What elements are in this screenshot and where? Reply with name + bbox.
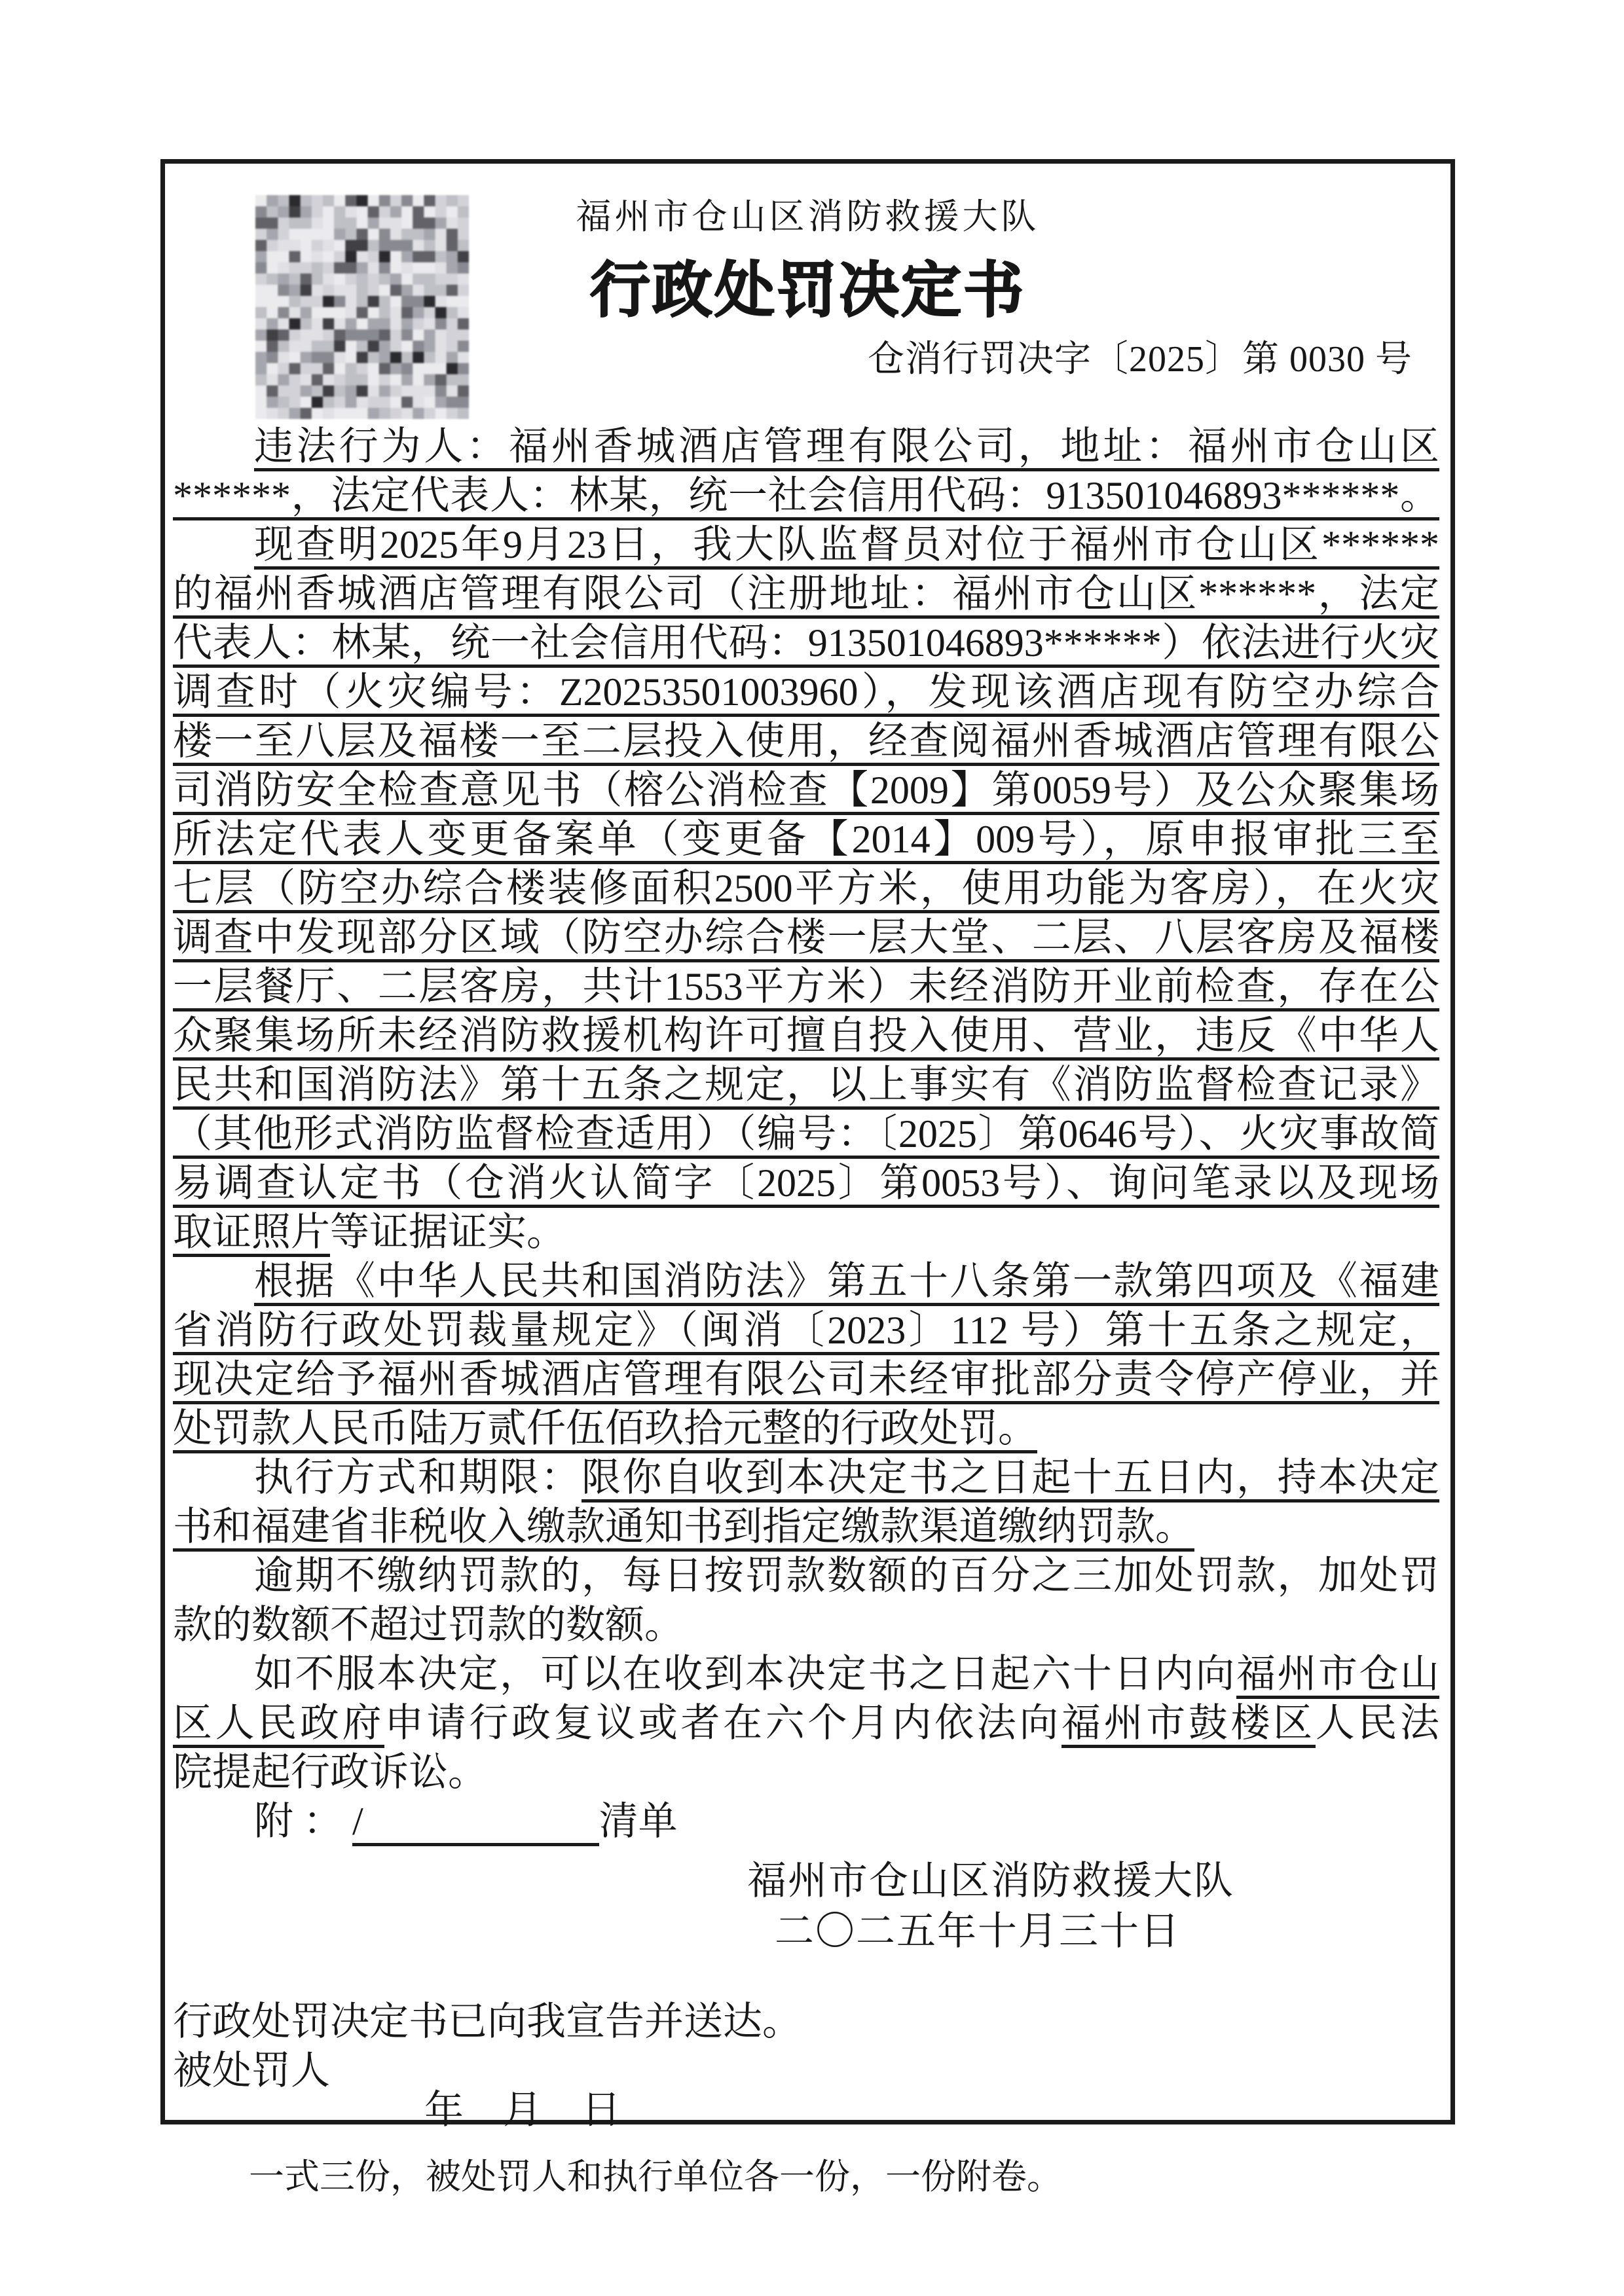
underlined-text: 一层餐厅、二层客房，共计1553平方米）未经消防开业前检查，存在公: [173, 965, 1439, 1011]
body-line: [173, 1650, 1439, 1699]
body-line: [173, 1011, 1439, 1061]
underlined-text: /: [352, 1800, 599, 1846]
underlined-text: 省消防行政处罚裁量规定》（闽消〔2023〕112 号）第十五条之规定，: [173, 1309, 1439, 1355]
body-line: [173, 1257, 1439, 1306]
issuer-line: 福州市仓山区消防救援大队: [576, 197, 1040, 236]
underlined-text: 调查时（火灾编号：Z20253501003960），发现该酒店现有防空办综合: [173, 670, 1439, 717]
signature-date: 二〇二五年十月三十日: [775, 1910, 1181, 1953]
body-line: [173, 1748, 1439, 1797]
body-line: [173, 1355, 1439, 1404]
body-line: [173, 668, 1439, 717]
body-line: [173, 766, 1439, 815]
underlined-text: 福州市仓山: [1236, 1652, 1439, 1699]
underlined-text: 取证照片: [173, 1211, 330, 1257]
document-border-frame: [160, 159, 1455, 2132]
underlined-text: 代表人：林某，统一社会信用代码：913501046893******）依法进行火灾: [173, 621, 1439, 668]
underlined-text: 易调查认定书（仓消火认简字〔2025〕第0053号）、询问笔录以及现场: [173, 1161, 1439, 1208]
body-line: [173, 913, 1439, 962]
underlined-text: 七层（防空办综合楼装修面积2500平方米，使用功能为客房），在火灾: [173, 867, 1439, 913]
underlined-text: 现查明2025年9月23日，我大队监督员对位于福州市仓山区******: [254, 523, 1439, 570]
plain-text: 等证据证实。: [330, 1211, 566, 1254]
body-line: [173, 471, 1439, 520]
penalized-person-label: 被处罚人: [173, 2049, 330, 2092]
underlined-text: 根据《中华人民共和国消防法》第五十八条第一款第四项及《福建: [254, 1260, 1439, 1306]
plain-text: 执行方式和期限：: [254, 1456, 581, 1499]
body-line: [173, 422, 1439, 471]
body-line: [173, 1306, 1439, 1355]
underlined-text: 司消防安全检查意见书（榕公消检查【2009】第0059号）及公众聚集场: [173, 769, 1439, 815]
body-line: [173, 1208, 1439, 1257]
underlined-text: 现决定给予福州香城酒店管理有限公司未经审批部分责令停产停业，并: [173, 1358, 1439, 1404]
body-line: [173, 1699, 1439, 1748]
body-line: [173, 1159, 1439, 1208]
underlined-text: 违法行为人：福州香城酒店管理有限公司，地址：福州市仓山区: [254, 425, 1439, 471]
underlined-text: 书和福建省非税收入缴款通知书到指定缴款渠道缴纳罚款。: [173, 1505, 1194, 1552]
body-line: [173, 717, 1439, 766]
body-line: [173, 864, 1439, 913]
distribution-footnote: 一式三份，被处罚人和执行单位各一份，一份附卷。: [249, 2157, 1062, 2196]
body-line: [173, 1061, 1439, 1110]
underlined-text: 福州市鼓楼区: [1061, 1702, 1316, 1748]
plain-text: 附 ：: [254, 1800, 352, 1843]
plain-text: 申请行政复议或者在六个月内依法向: [384, 1702, 1062, 1745]
underlined-text: 限你自收到本决定书之日起十五日内，持本决定: [581, 1456, 1439, 1503]
underlined-text: 楼一至八层及福楼一至二层投入使用，经查阅福州香城酒店管理有限公: [173, 720, 1439, 766]
underlined-text: ******，法定代表人：林某，统一社会信用代码：913501046893******。: [173, 474, 1439, 520]
body-line: [173, 1503, 1439, 1552]
plain-text: 逾期不缴纳罚款的，每日按罚款数额的百分之三加处罚款，加处罚: [254, 1554, 1439, 1597]
body-line: [173, 1110, 1439, 1159]
body-line: [173, 619, 1439, 668]
body-line: [173, 520, 1439, 570]
document-title: 行政处罚决定书: [589, 257, 1025, 324]
body-line: [173, 1404, 1439, 1453]
body-line: [173, 962, 1439, 1011]
underlined-text: （其他形式消防监督检查适用）（编号：〔2025〕第0646号）、火灾事故简: [173, 1112, 1439, 1159]
body-line: [173, 1552, 1439, 1601]
body-line: [173, 570, 1439, 619]
delivery-statement: 行政处罚决定书已向我宣告并送达。: [173, 2000, 802, 2043]
underlined-text: 民共和国消防法》第十五条之规定，以上事实有《消防监督检查记录》: [173, 1063, 1439, 1110]
document-number: 仓消行罚决字〔2025〕第 0030 号: [868, 339, 1412, 380]
underlined-text: 众聚集场所未经消防救援机构许可擅自投入使用、营业，违反《中华人: [173, 1014, 1439, 1061]
plain-text: 人民法: [1315, 1702, 1440, 1745]
underlined-text: 调查中发现部分区域（防空办综合楼一层大堂、二层、八层客房及福楼: [173, 916, 1439, 962]
signature-date-blank: 年 月 日: [424, 2088, 621, 2132]
body-line: [173, 815, 1439, 864]
signature-unit: 福州市仓山区消防救援大队: [747, 1859, 1234, 1903]
plain-text: 如不服本决定，可以在收到本决定书之日起六十日内向: [254, 1652, 1236, 1696]
body-text: [173, 422, 1439, 1846]
plain-text: 院提起行政诉讼。: [173, 1751, 487, 1794]
plain-text: 清单: [599, 1800, 678, 1843]
underlined-text: 区人民政府: [173, 1702, 384, 1748]
underlined-text: 所法定代表人变更备案单（变更备【2014】009号），原申报审批三至: [173, 818, 1439, 864]
underlined-text: 的福州香城酒店管理有限公司（注册地址：福州市仓山区******，法定: [173, 572, 1439, 619]
plain-text: 款的数额不超过罚款的数额。: [173, 1603, 684, 1647]
body-line: [173, 1601, 1439, 1650]
underlined-text: 处罚款人民币陆万贰仟伍佰玖拾元整的行政处罚。: [173, 1407, 1037, 1453]
body-line: [173, 1797, 1439, 1846]
body-line: [173, 1453, 1439, 1503]
